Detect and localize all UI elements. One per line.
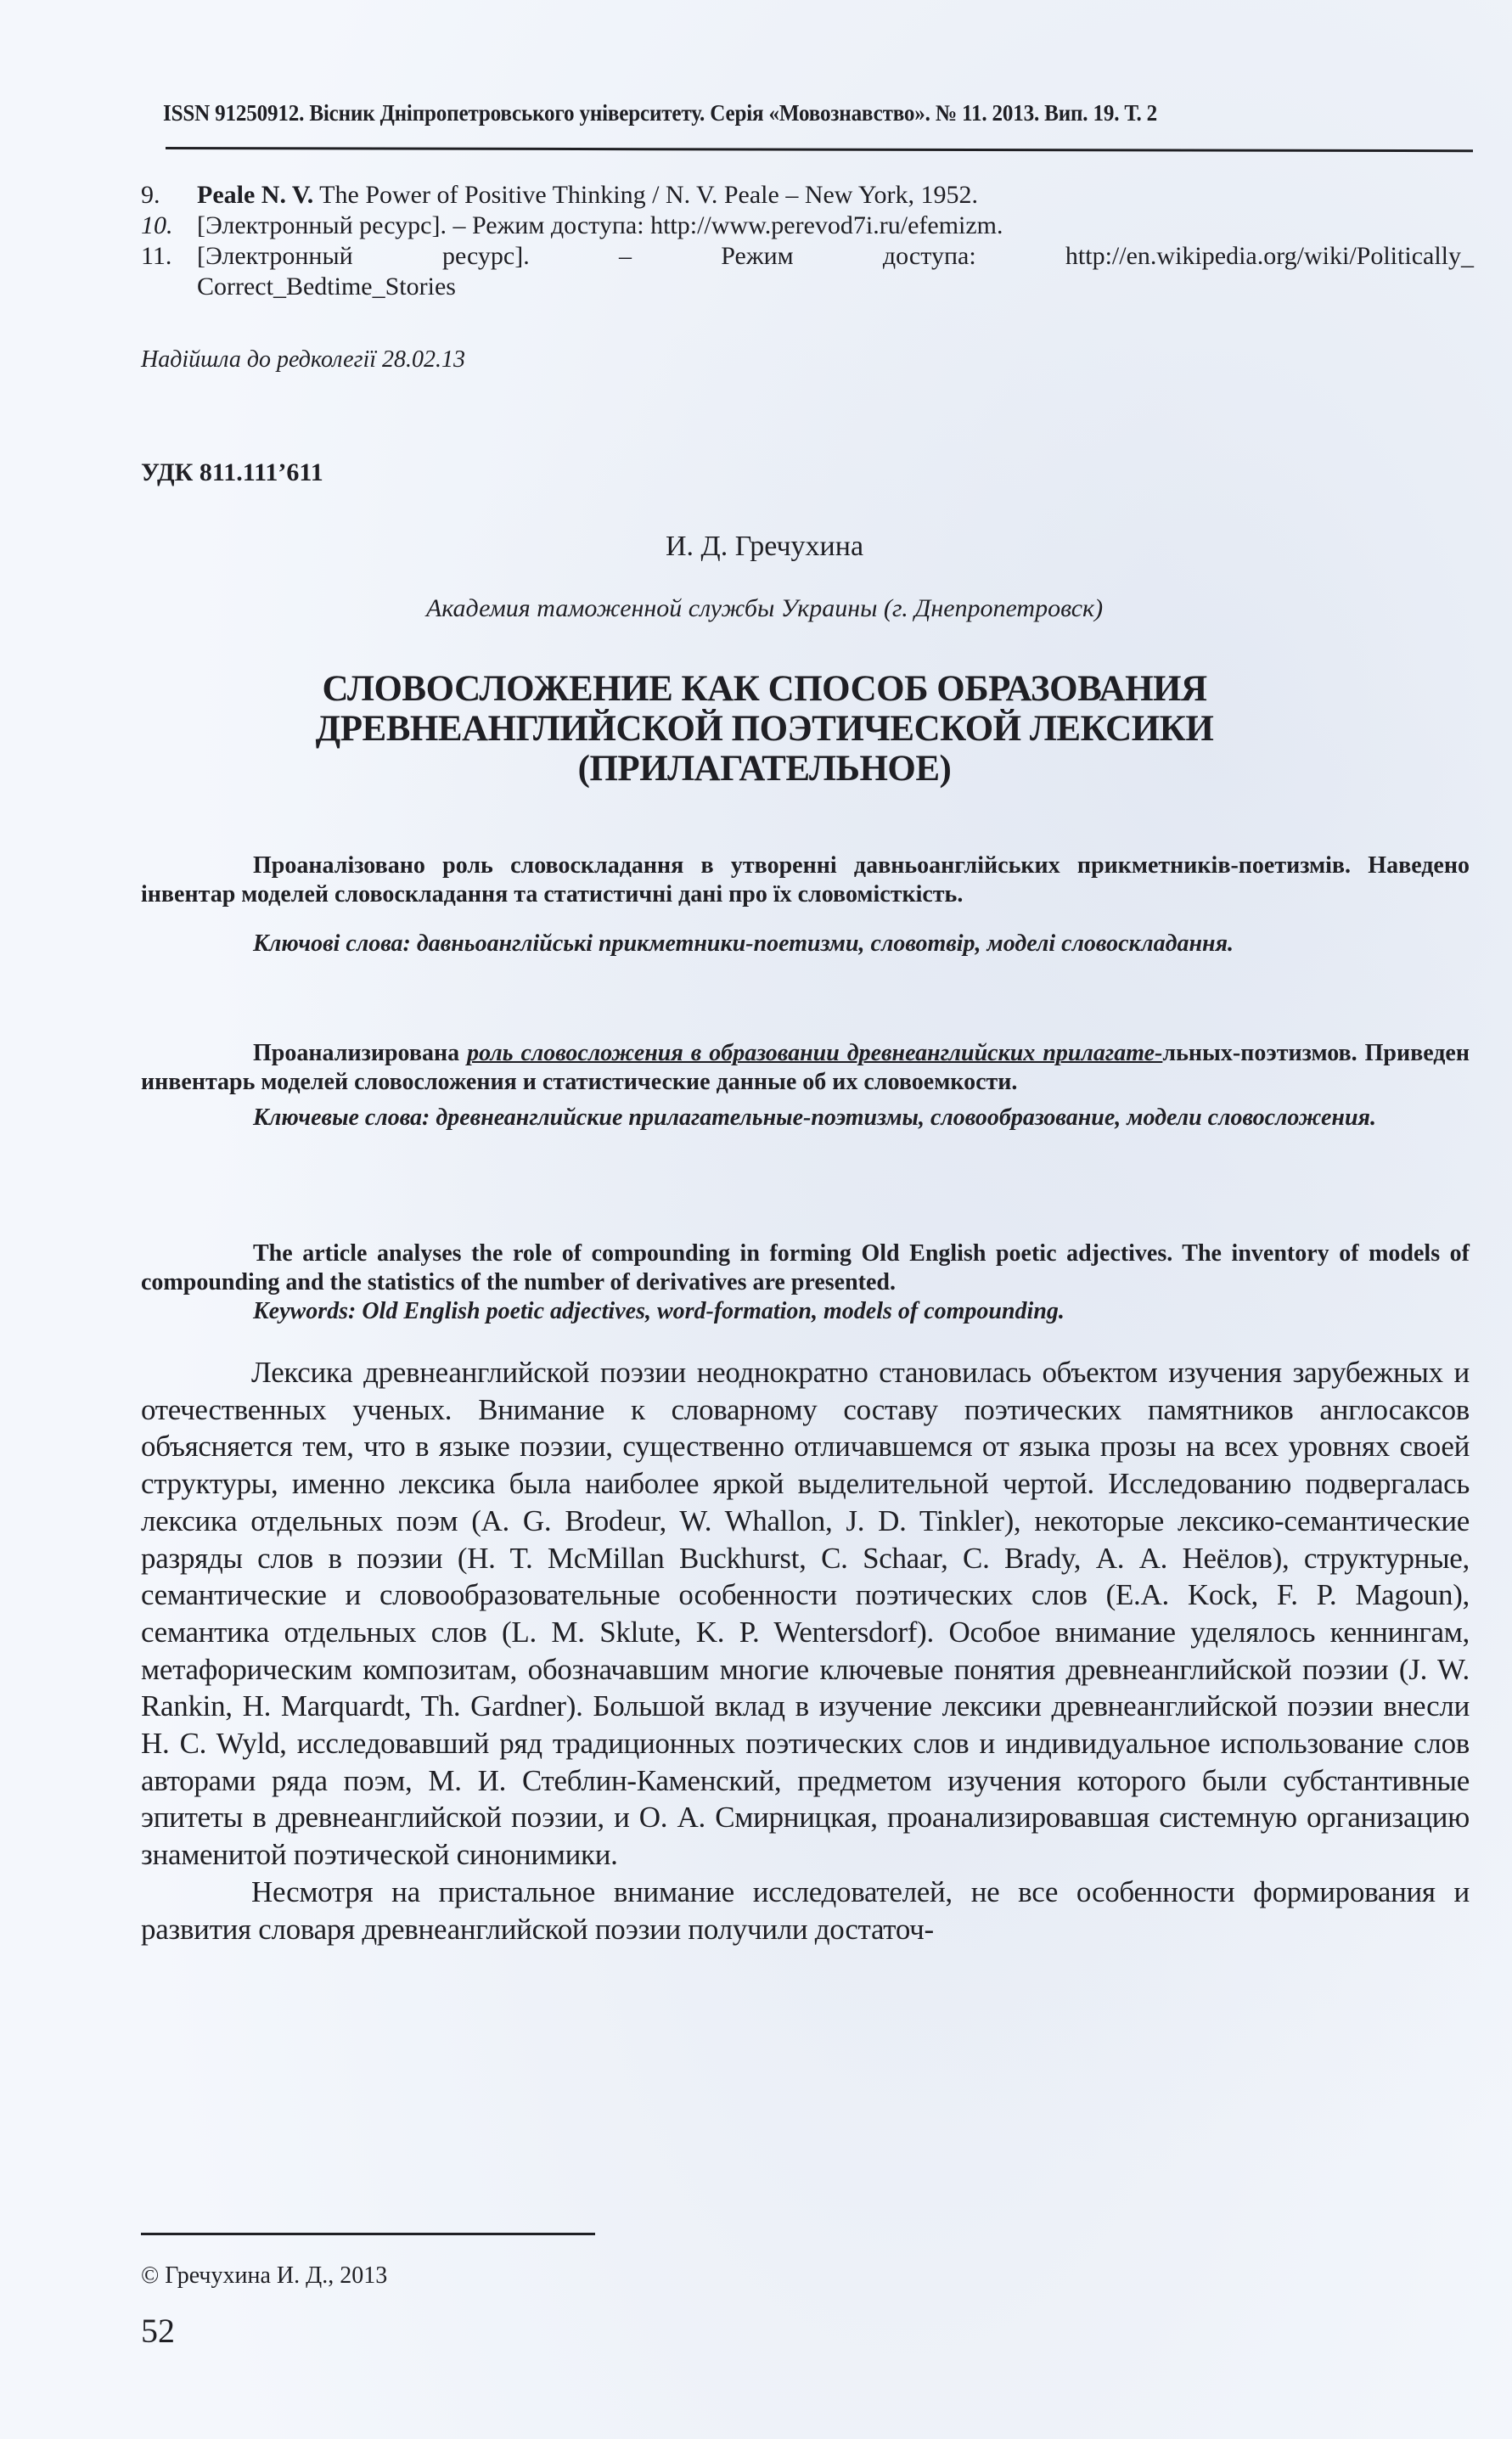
reference-item bbox=[141, 180, 1474, 211]
reference-link-continuation[interactable]: Correct_Bedtime_Stories bbox=[197, 273, 456, 301]
header-rule bbox=[166, 147, 1473, 152]
reference-item bbox=[141, 211, 1474, 241]
article-body bbox=[141, 1354, 1470, 1947]
article-title: СЛОВОСЛОЖЕНИЕ КАК СПОСОБ ОБРАЗОВАНИЯ ДРЕВНЕАНГЛИЙСКОЙ ПОЭТИЧЕСКОЙ ЛЕКСИКИ (ПРИЛАГАТЕЛЬНОЕ) bbox=[315, 669, 1214, 789]
body-paragraph: Несмотря на пристальное внимание исследователей, не все особенности формирования и развития словаря древнеанглийской поэзии получили достаточ- bbox=[141, 1874, 1470, 1946]
copyright-notice: © Гречухина И. Д., 2013 bbox=[141, 2262, 388, 2289]
abstract-text: Проаналізовано роль словоскладання в утворенні давньоанглійських прикметників-поетизмів. Наведено інвентар моделей словоскладання та статистичні дані про їх словомісткість. bbox=[141, 852, 1470, 908]
abstract-ukrainian bbox=[141, 851, 1470, 958]
body-paragraph: Лексика древнеанглийской поэзии неоднократно становилась объектом изучения зарубежных и отечественных ученых. Внимание к словарному составу поэтических памятников англосаксов объясняется тем, что в языке поэзии, существенно отличавшемся от языка прозы на всех уровнях своей структуры, именно лексика была наиболее яркой выделительной чертой. Исследованию подвергалась лексика отдельных поэм (A. G. Brodeur, W. Whallon, J. D. Tinkler), некоторые лексико-семантические разряды слов в поэзии (H. T. McMillan Buckhurst, C. Schaar, C. Brady, А. А. Неёлов), структурные, семантические и словообразовательные особенности поэтических слов (E.A. Kock, F. P. Magoun), семантика отдельных слов (L. M. Sklute, K. P. Wentersdorf). Особое внимание уделялось кеннингам, метафорическим композитам, обозначавшим многие ключевые понятия древнеанглийской поэзии (J. W. Rankin, H. Marquardt, Th. Gardner). Большой вклад в изучение лексики древнеанглийской поэзии внесли H. C. Wyld, исследовавший ряд традиционных поэтических слов и индивидуальное использование слов авторами ряда поэм, М. И. Стеблин-Каменский, предметом изучения которого были субстантивные эпитеты в древнеанглийской поэзии, и О. А. Смирницкая, проанализировавшая системную организацию знаменитой поэтической синонимики. bbox=[141, 1356, 1470, 1872]
reference-text: The Power of Positive Thinking / N. V. Peale – New York, 1952. bbox=[313, 181, 979, 209]
reference-link[interactable]: http://en.wikipedia.org/wiki/Politically_ bbox=[1065, 242, 1474, 270]
abstract-russian bbox=[141, 1039, 1470, 1132]
abstract-english bbox=[141, 1239, 1470, 1326]
reference-list bbox=[141, 180, 1474, 302]
abstract-keywords: Keywords: Old English poetic adjectives, word-formation, models of compounding. bbox=[253, 1298, 1065, 1324]
udk-code: УДК 811.111’611 bbox=[141, 458, 323, 486]
footnote-rule bbox=[141, 2233, 595, 2235]
reference-author: Peale N. V. bbox=[197, 181, 314, 209]
abstract-text: Проанализирована роль словосложения в образовании древнеанглийских прилагате-льных-поэтизмов. Приведен инвентарь моделей словосложения и статистические данные об их словоемкости. bbox=[141, 1040, 1470, 1095]
received-date: Надійшла до редколегії 28.02.13 bbox=[141, 346, 466, 373]
reference-text: [Электронный ресурс]. – Режим доступа: http://www.perevod7i.ru/efemizm. bbox=[197, 211, 1003, 239]
reference-number: 9. bbox=[141, 181, 160, 209]
emphasized-phrase: роль словосложения в образовании древнеанглийских прилагате- bbox=[467, 1040, 1163, 1066]
abstract-keywords: Ключевые слова: древнеанглийские прилагательные-поэтизмы, словообразование, модели словосложения. bbox=[253, 1104, 1376, 1131]
reference-number: 10. bbox=[141, 211, 173, 239]
author-affiliation: Академия таможенной службы Украины (г. Днепропетровск) bbox=[425, 594, 1104, 622]
author-name: И. Д. Гречухина bbox=[665, 531, 864, 562]
reference-number: 11. bbox=[141, 242, 172, 270]
running-head: ISSN 91250912. Вісник Дніпропетровського університету. Серія «Мовознавство». № 11. 2013. Вип. 19. Т. 2 bbox=[163, 100, 1158, 126]
abstract-text: The article analyses the role of compounding in forming Old English poetic adjectives. The inventory of models of compounding and the statistics of the number of derivatives are presented. bbox=[141, 1240, 1470, 1295]
reference-item: 11. [Электронный ресурс]. – Режим доступа: http://en.wikipedia.org/wiki/Politically_ bbox=[141, 242, 1474, 270]
abstract-keywords: Ключові слова: давньоанглійські прикметники-поетизми, словотвір, моделі словоскладання. bbox=[253, 930, 1234, 957]
page-number: 52 bbox=[141, 2312, 175, 2350]
